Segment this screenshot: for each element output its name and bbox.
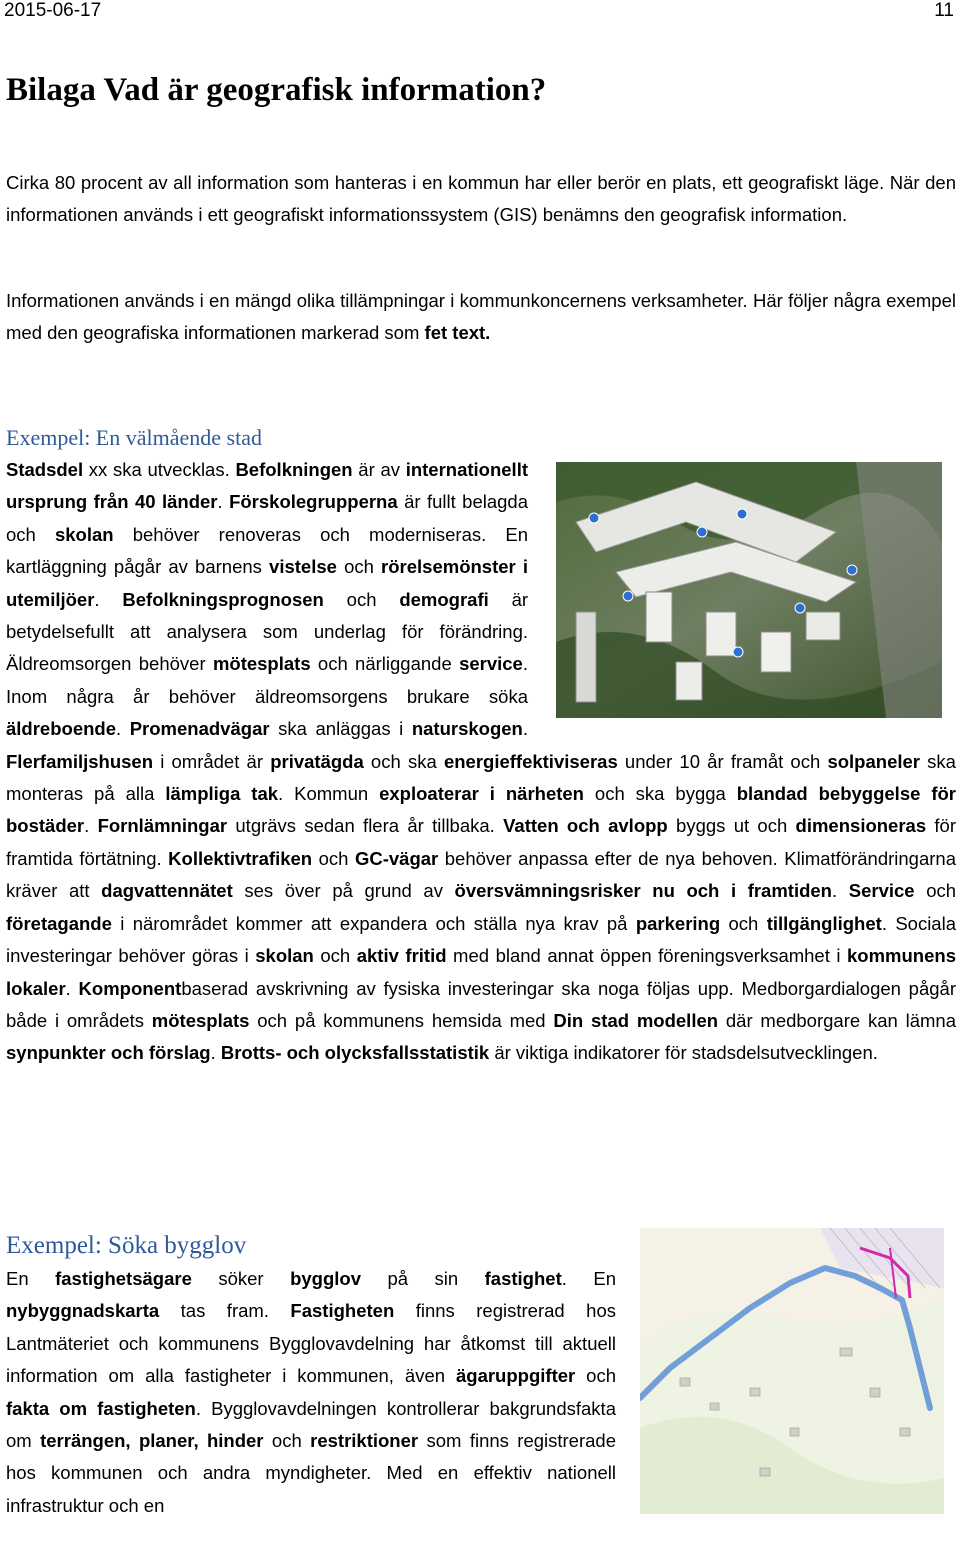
geo-term: Stadsdel <box>6 459 84 480</box>
geo-term: Fastigheten <box>290 1300 395 1322</box>
text-run: . Inom några år behöver äldreomsorgens brukare söka <box>6 653 528 707</box>
text-run: söker <box>191 1268 291 1289</box>
geo-term: översvämningsrisker nu och i framtiden <box>454 880 832 902</box>
text-run: för framtida förtätning. <box>6 815 957 869</box>
text-run: och <box>263 1430 311 1452</box>
geo-term: synpunkter och förslag <box>6 1042 211 1064</box>
text-run: som finns registrerade hos kommunen och andra myndigheter. Med en effektiv nationell infrastruktur och en <box>6 1430 616 1516</box>
text-run: . <box>210 1042 221 1064</box>
geo-term: energieffektiviseras <box>443 750 618 772</box>
text-run: . Bygglovavdelningen kontrollerar bakgrundsfakta om <box>6 1397 616 1452</box>
geo-term: fastighet <box>484 1268 562 1289</box>
geo-term: tillgänglighet <box>766 912 882 934</box>
geo-term: naturskogen <box>411 718 523 740</box>
geo-term: GC-vägar <box>354 847 439 869</box>
text-run: xx ska utvecklas. <box>83 459 236 480</box>
text-run: och <box>575 1365 617 1387</box>
text-run: . <box>116 718 130 740</box>
geo-term: skolan <box>54 523 114 545</box>
geo-term: lämpliga tak <box>165 783 279 805</box>
example-1-heading: Exempel: En välmående stad <box>6 425 262 450</box>
header-date: 2015-06-17 <box>4 0 102 21</box>
text-run: är viktiga indikatorer för stadsdelsutvecklingen. <box>489 1042 878 1064</box>
geo-term: restriktioner <box>310 1430 419 1452</box>
page-number: 11 <box>934 0 954 21</box>
property-map-image <box>640 1228 944 1514</box>
text-run: ska monteras på alla <box>6 750 956 805</box>
geo-term: solpaneler <box>827 750 920 772</box>
text-run: En <box>6 1268 56 1289</box>
example-2-content <box>6 1268 616 1516</box>
geo-term: parkering <box>635 912 721 934</box>
geo-term: terrängen, planer, hinder <box>40 1430 264 1452</box>
geo-term: Flerfamiljshusen <box>6 750 154 772</box>
geo-term: Promenadvägar <box>129 718 270 740</box>
text-run: är fullt belagda och <box>6 491 528 545</box>
intro-paragraph-1: Cirka 80 procent av all information som hanteras i en kommun har eller berör en plats, ett geografiskt läge. När den informationen används i ett geografiskt informationssystem (GIS) benämns den geografisk information. <box>6 172 956 225</box>
geo-term: företagande <box>6 912 112 934</box>
text-run: är betydelsefullt att analysera som underlag för förändring. Äldreomsorgen behöver <box>6 588 529 675</box>
text-run: där medborgare kan lämna <box>718 1009 956 1031</box>
example-2-heading: Exempel: Söka bygglov <box>6 1232 247 1259</box>
text-run: . <box>832 880 849 902</box>
geo-term: kommunens lokaler <box>6 945 956 999</box>
text-run: . <box>65 977 79 999</box>
geo-term: Kollektivtrafiken <box>168 847 313 869</box>
text-run: . En <box>561 1268 616 1289</box>
geo-term: rörelsemönster i utemiljöer <box>6 556 529 610</box>
geo-term: aktiv fritid <box>356 945 447 967</box>
text-run: byggs ut och <box>667 815 796 837</box>
text-run: behöver renoveras och moderniseras. En kartläggning pågår av barnens <box>6 523 529 578</box>
geo-term: Förskolegrupperna <box>229 491 398 513</box>
geo-term: blandad bebyggelse för bostäder <box>6 783 956 837</box>
text-run: i närområdet kommer att expandera och ställa nya krav på <box>111 912 636 934</box>
intro-paragraph-2-text: Informationen används i en mängd olika tillämpningar i kommunkoncernens verksamheter. Här följer några exempel med den geografiska informationen markerad som <box>6 290 956 343</box>
text-run: finns registrerad hos Lantmäteriet och kommunens Bygglovavdelning har åtkomst till aktuell information om alla fastigheter i kommunen, även <box>6 1300 616 1387</box>
text-run: på sin <box>360 1268 485 1289</box>
geo-term: dagvattennätet <box>101 880 233 902</box>
geo-term: mötesplats <box>151 1009 250 1031</box>
text-run: ska anläggas i <box>269 718 412 740</box>
geo-term: Din stad modellen <box>553 1009 719 1031</box>
geo-term: Befolkningen <box>235 459 353 480</box>
text-run: . Sociala investeringar behöver göras i <box>6 912 956 967</box>
text-run: ses över på grund av <box>232 880 455 902</box>
geo-term: äldreboende <box>6 718 116 740</box>
geo-term: Brotts- och olycksfallsstatistik <box>220 1042 490 1064</box>
geo-term: Vatten och avlopp <box>503 815 668 837</box>
geo-term: mötesplats <box>212 653 311 675</box>
geo-term: privatägda <box>270 750 364 772</box>
page-title: Bilaga Vad är geografisk information? <box>6 72 547 108</box>
text-run: . <box>522 718 528 740</box>
text-run: med bland annat öppen föreningsverksamhet i <box>446 945 848 967</box>
geo-term: Komponent <box>78 977 182 999</box>
text-run: och ska <box>363 750 444 772</box>
text-run: är av <box>352 459 406 480</box>
geo-term: Befolkningsprognosen <box>122 588 324 610</box>
geo-term: ägaruppgifter <box>455 1365 576 1387</box>
intro-paragraph-2 <box>6 285 956 349</box>
text-run: och <box>336 556 382 578</box>
text-run: och närliggande <box>310 653 460 675</box>
geo-term: fastighetsägare <box>55 1268 192 1289</box>
text-run: och <box>914 880 957 902</box>
geo-term: bygglov <box>290 1268 361 1289</box>
geo-term: vistelse <box>269 556 337 578</box>
text-run: och ska bygga <box>583 783 737 805</box>
text-run: och <box>312 847 355 869</box>
geo-term: Fornlämningar <box>97 815 228 837</box>
geo-term: internationellt ursprung från 40 länder <box>6 459 528 513</box>
text-run: utgrävs sedan flera år tillbaka. <box>227 815 504 837</box>
text-run: . <box>217 491 230 513</box>
text-run: och <box>323 588 400 610</box>
geo-term: Service <box>848 880 915 902</box>
text-run: och på kommunens hemsida med <box>249 1009 554 1031</box>
geo-term: fakta om fastigheten <box>6 1397 196 1419</box>
text-run: behöver anpassa efter de nya behoven. Klimatförändringarna kräver att <box>6 847 956 902</box>
intro-bold-example: fet text. <box>424 322 491 343</box>
geo-term: dimensioneras <box>795 815 927 837</box>
geo-term: demografi <box>399 588 489 610</box>
geo-term: skolan <box>255 945 314 967</box>
text-run: . <box>94 588 123 610</box>
text-run: tas fram. <box>159 1300 291 1322</box>
geo-term: service <box>459 653 523 675</box>
text-run: och <box>313 945 357 967</box>
geo-term: exploaterar i närheten <box>379 783 584 805</box>
geo-term: nybyggnadskarta <box>6 1300 160 1322</box>
text-run: under 10 år framåt och <box>617 750 828 772</box>
aerial-city-model-image <box>556 462 942 718</box>
text-run: . Kommun <box>278 783 380 805</box>
text-run: baserad avskrivning av fysiska investeringar ska noga följas upp. Medborgardialogen pågår både i områdets <box>6 977 957 1031</box>
text-run: i området är <box>153 750 271 772</box>
text-run: och <box>720 912 767 934</box>
text-run: . <box>84 815 98 837</box>
